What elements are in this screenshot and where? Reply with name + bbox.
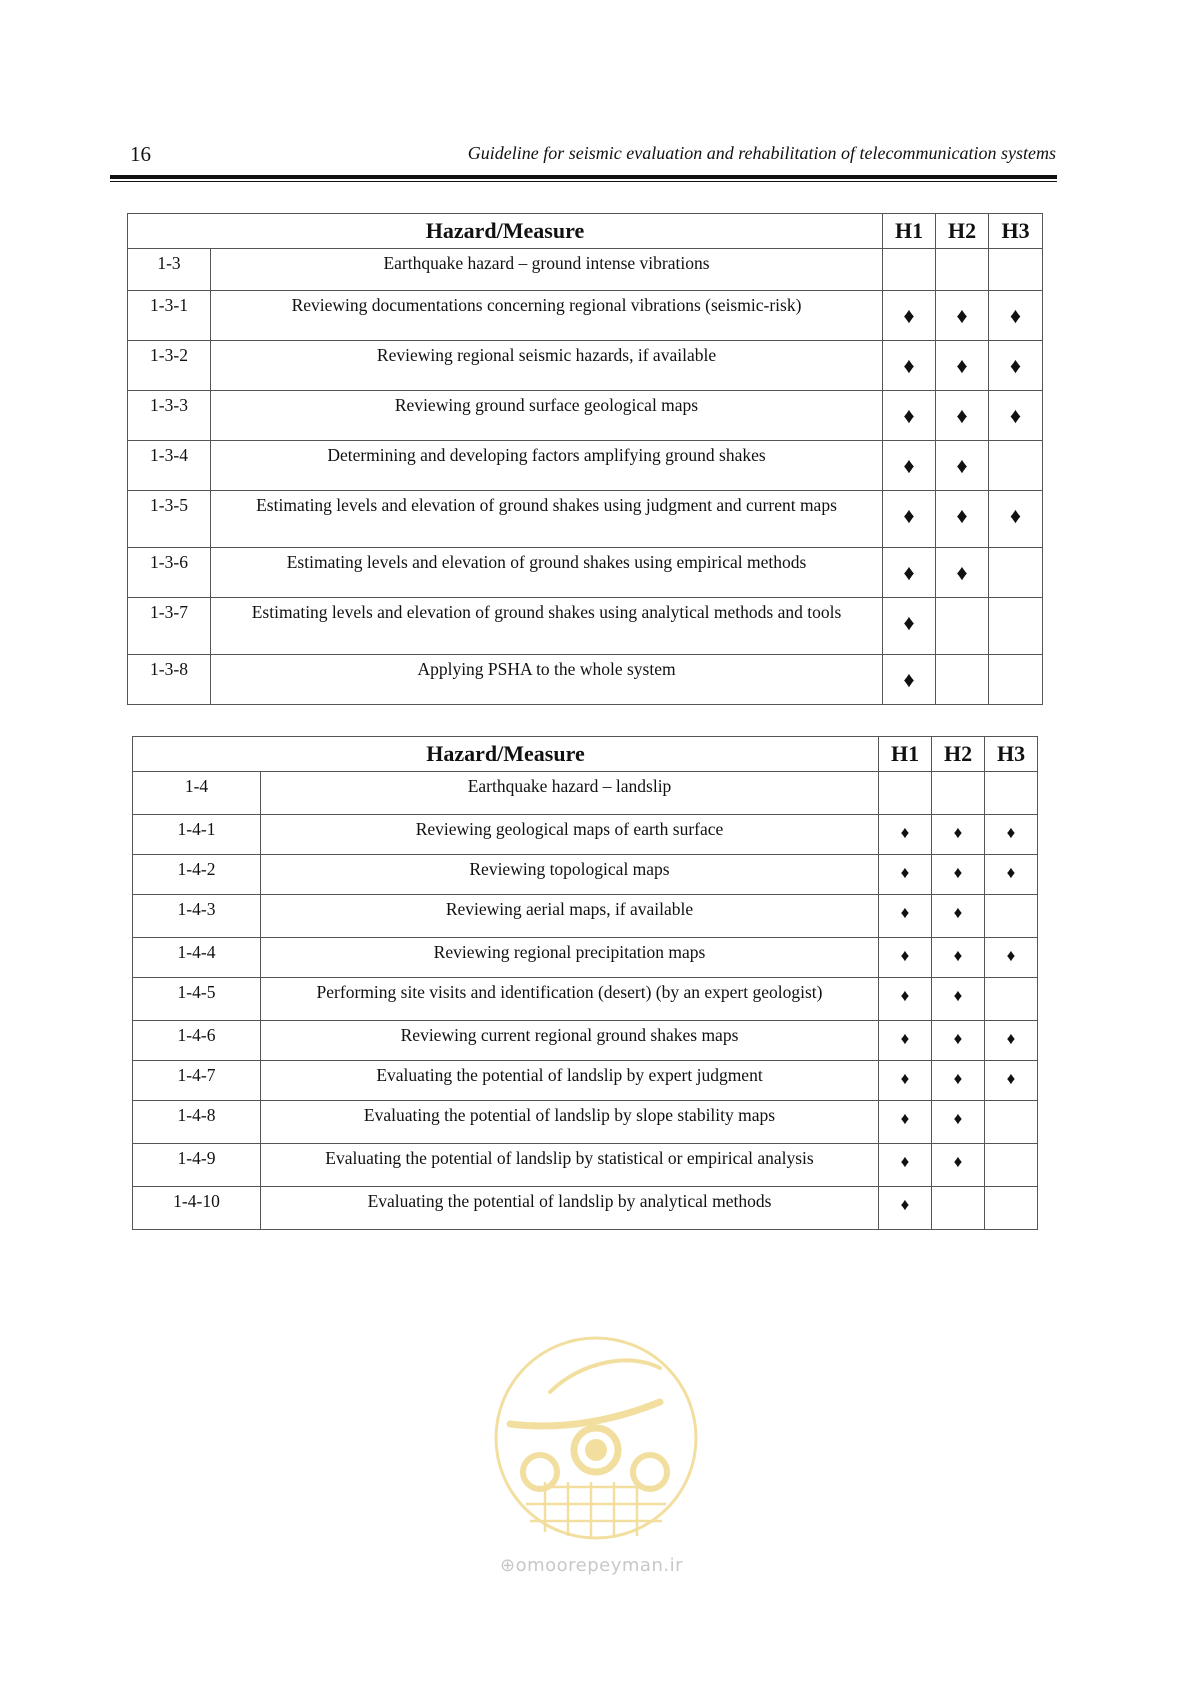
h2-mark: [936, 491, 989, 548]
h2-mark: [932, 1187, 985, 1230]
h2-mark: [932, 772, 985, 815]
hazard-measure-header: Hazard/Measure: [133, 737, 879, 772]
h1-mark: [879, 938, 932, 978]
h1-mark: [883, 598, 936, 655]
diamond-icon: ♦: [900, 946, 910, 965]
h2-mark: [936, 249, 989, 291]
row-code: 1-4-9: [133, 1144, 261, 1187]
diamond-icon: ♦: [1009, 503, 1022, 528]
diamond-icon: ♦: [900, 1195, 910, 1214]
hazard-measure-header: Hazard/Measure: [128, 214, 883, 249]
diamond-icon: ♦: [900, 1029, 910, 1048]
h2-mark: [936, 441, 989, 491]
diamond-icon: ♦: [953, 1029, 963, 1048]
row-code: 1-4-5: [133, 978, 261, 1021]
h2-mark: [936, 291, 989, 341]
table-row: [133, 938, 1038, 978]
row-measure: Estimating levels and elevation of ground shakes using judgment and current maps: [211, 491, 883, 548]
row-measure: Reviewing topological maps: [261, 855, 879, 895]
row-code: 1-4-10: [133, 1187, 261, 1230]
h3-mark: [989, 598, 1043, 655]
row-code: 1-4-7: [133, 1061, 261, 1101]
h1-mark: [883, 341, 936, 391]
table-body: [128, 249, 1043, 705]
diamond-icon: ♦: [903, 503, 915, 528]
table-row: [133, 1187, 1038, 1230]
h2-mark: [932, 938, 985, 978]
row-code: 1-3-3: [128, 391, 211, 441]
row-measure: Earthquake hazard – landslip: [261, 772, 879, 815]
h2-header: H2: [936, 214, 989, 249]
table-row: [133, 1061, 1038, 1101]
table-row: [128, 655, 1043, 705]
table-row: [133, 1144, 1038, 1187]
watermark-logo: [490, 1332, 702, 1552]
table-row: [133, 855, 1038, 895]
row-measure: Evaluating the potential of landslip by statistical or empirical analysis: [261, 1144, 879, 1187]
h3-mark: [985, 1101, 1038, 1144]
h3-mark: [989, 441, 1043, 491]
h3-mark: [985, 895, 1038, 938]
table-row: [128, 598, 1043, 655]
diamond-icon: ♦: [1006, 946, 1016, 965]
h3-mark: [985, 815, 1038, 855]
h1-mark: [883, 291, 936, 341]
row-measure: Earthquake hazard – ground intense vibrations: [211, 249, 883, 291]
row-code: 1-3-6: [128, 548, 211, 598]
table-row: [128, 548, 1043, 598]
header-rule-thin: [110, 181, 1057, 182]
diamond-icon: ♦: [1006, 823, 1016, 842]
diamond-icon: ♦: [956, 453, 968, 478]
row-measure: Reviewing documentations concerning regional vibrations (seismic-risk): [211, 291, 883, 341]
globe-icon: ⊕: [500, 1555, 516, 1576]
h3-mark: [985, 978, 1038, 1021]
h3-mark: [985, 1187, 1038, 1230]
row-measure: Reviewing ground surface geological maps: [211, 391, 883, 441]
h3-mark: [989, 491, 1043, 548]
h2-mark: [936, 341, 989, 391]
h3-mark: [985, 938, 1038, 978]
diamond-icon: ♦: [1006, 863, 1016, 882]
row-code: 1-3: [128, 249, 211, 291]
row-measure: Reviewing regional precipitation maps: [261, 938, 879, 978]
row-code: 1-3-8: [128, 655, 211, 705]
diamond-icon: ♦: [900, 986, 910, 1005]
table-row: [133, 1101, 1038, 1144]
page-number: 16: [130, 142, 151, 166]
h2-mark: [936, 655, 989, 705]
diamond-icon: ♦: [956, 353, 968, 378]
h1-header: H1: [883, 214, 936, 249]
h3-header: H3: [989, 214, 1043, 249]
row-measure: Reviewing current regional ground shakes maps: [261, 1021, 879, 1061]
row-measure: Estimating levels and elevation of ground shakes using empirical methods: [211, 548, 883, 598]
row-code: 1-4: [133, 772, 261, 815]
h1-mark: [879, 1061, 932, 1101]
diamond-icon: ♦: [903, 403, 915, 428]
h2-mark: [932, 895, 985, 938]
diamond-icon: ♦: [953, 903, 963, 922]
h1-mark: [883, 655, 936, 705]
table-header-row: [128, 214, 1043, 249]
h2-mark: [932, 815, 985, 855]
h3-mark: [985, 772, 1038, 815]
h1-mark: [883, 391, 936, 441]
header-rule-thick: [110, 175, 1057, 179]
h1-mark: [879, 1144, 932, 1187]
h2-mark: [936, 548, 989, 598]
row-code: 1-4-4: [133, 938, 261, 978]
hazard-table-1-3: [127, 213, 1043, 705]
row-code: 1-4-2: [133, 855, 261, 895]
diamond-icon: ♦: [903, 453, 915, 478]
table-row: [133, 978, 1038, 1021]
table-row: [128, 491, 1043, 548]
row-measure: Determining and developing factors amplifying ground shakes: [211, 441, 883, 491]
diamond-icon: ♦: [900, 863, 910, 882]
h2-mark: [932, 855, 985, 895]
h3-mark: [989, 655, 1043, 705]
h1-mark: [879, 815, 932, 855]
diamond-icon: ♦: [1006, 1029, 1016, 1048]
row-measure: Reviewing regional seismic hazards, if available: [211, 341, 883, 391]
h3-mark: [985, 855, 1038, 895]
diamond-icon: ♦: [900, 823, 910, 842]
diamond-icon: ♦: [956, 303, 968, 328]
diamond-icon: ♦: [1009, 353, 1022, 378]
diamond-icon: ♦: [903, 303, 915, 328]
row-measure: Evaluating the potential of landslip by expert judgment: [261, 1061, 879, 1101]
diamond-icon: ♦: [903, 610, 915, 635]
diamond-icon: ♦: [953, 1069, 963, 1088]
table-header-row: [133, 737, 1038, 772]
row-measure: Applying PSHA to the whole system: [211, 655, 883, 705]
h3-mark: [989, 548, 1043, 598]
diamond-icon: ♦: [1009, 403, 1022, 428]
diamond-icon: ♦: [953, 946, 963, 965]
table-body: [133, 772, 1038, 1230]
diamond-icon: ♦: [1006, 1069, 1016, 1088]
diamond-icon: ♦: [956, 403, 968, 428]
diamond-icon: ♦: [903, 667, 915, 692]
h1-mark: [883, 491, 936, 548]
row-measure: Evaluating the potential of landslip by slope stability maps: [261, 1101, 879, 1144]
h3-mark: [989, 391, 1043, 441]
diamond-icon: ♦: [900, 903, 910, 922]
row-code: 1-4-6: [133, 1021, 261, 1061]
row-code: 1-3-1: [128, 291, 211, 341]
row-measure: Performing site visits and identification (desert) (by an expert geologist): [261, 978, 879, 1021]
h1-mark: [883, 249, 936, 291]
row-code: 1-4-3: [133, 895, 261, 938]
row-code: 1-3-4: [128, 441, 211, 491]
h2-mark: [932, 1101, 985, 1144]
table-row: [128, 249, 1043, 291]
table-row: [133, 1021, 1038, 1061]
table-row: [128, 391, 1043, 441]
row-measure: Evaluating the potential of landslip by analytical methods: [261, 1187, 879, 1230]
diamond-icon: ♦: [956, 560, 968, 585]
diamond-icon: ♦: [903, 560, 915, 585]
diamond-icon: ♦: [953, 1152, 963, 1171]
h2-mark: [932, 1061, 985, 1101]
h1-mark: [879, 1021, 932, 1061]
table-row: [133, 815, 1038, 855]
h3-mark: [985, 1021, 1038, 1061]
diamond-icon: ♦: [953, 823, 963, 842]
row-measure: Reviewing aerial maps, if available: [261, 895, 879, 938]
h1-mark: [883, 548, 936, 598]
h1-mark: [879, 1101, 932, 1144]
diamond-icon: ♦: [953, 1109, 963, 1128]
table-row: [133, 895, 1038, 938]
table-row: [128, 441, 1043, 491]
h1-mark: [879, 895, 932, 938]
row-code: 1-3-5: [128, 491, 211, 548]
h1-mark: [883, 441, 936, 491]
diamond-icon: ♦: [1009, 303, 1022, 328]
h1-mark: [879, 772, 932, 815]
diamond-icon: ♦: [903, 353, 915, 378]
h2-mark: [936, 598, 989, 655]
h1-header: H1: [879, 737, 932, 772]
diamond-icon: ♦: [953, 863, 963, 882]
h3-header: H3: [985, 737, 1038, 772]
h3-mark: [989, 249, 1043, 291]
h2-mark: [932, 1021, 985, 1061]
running-title: Guideline for seismic evaluation and rehabilitation of telecommunication systems: [467, 143, 1056, 163]
h1-mark: [879, 1187, 932, 1230]
diamond-icon: ♦: [956, 503, 968, 528]
h2-header: H2: [932, 737, 985, 772]
h3-mark: [985, 1144, 1038, 1187]
h3-mark: [985, 1061, 1038, 1101]
diamond-icon: ♦: [900, 1109, 910, 1128]
h1-mark: [879, 978, 932, 1021]
row-measure: Estimating levels and elevation of ground shakes using analytical methods and tools: [211, 598, 883, 655]
row-code: 1-3-2: [128, 341, 211, 391]
table-row: [128, 341, 1043, 391]
row-code: 1-4-1: [133, 815, 261, 855]
row-code: 1-4-8: [133, 1101, 261, 1144]
watermark-site: ⊕omoorepeyman.ir: [500, 1555, 683, 1576]
h2-mark: [936, 391, 989, 441]
hazard-table-1-4: [132, 736, 1038, 1230]
table-row: [133, 772, 1038, 815]
h3-mark: [989, 341, 1043, 391]
row-measure: Reviewing geological maps of earth surface: [261, 815, 879, 855]
table-row: [128, 291, 1043, 341]
h3-mark: [989, 291, 1043, 341]
diamond-icon: ♦: [900, 1069, 910, 1088]
diamond-icon: ♦: [900, 1152, 910, 1171]
row-code: 1-3-7: [128, 598, 211, 655]
h2-mark: [932, 1144, 985, 1187]
h1-mark: [879, 855, 932, 895]
diamond-icon: ♦: [953, 986, 963, 1005]
h2-mark: [932, 978, 985, 1021]
